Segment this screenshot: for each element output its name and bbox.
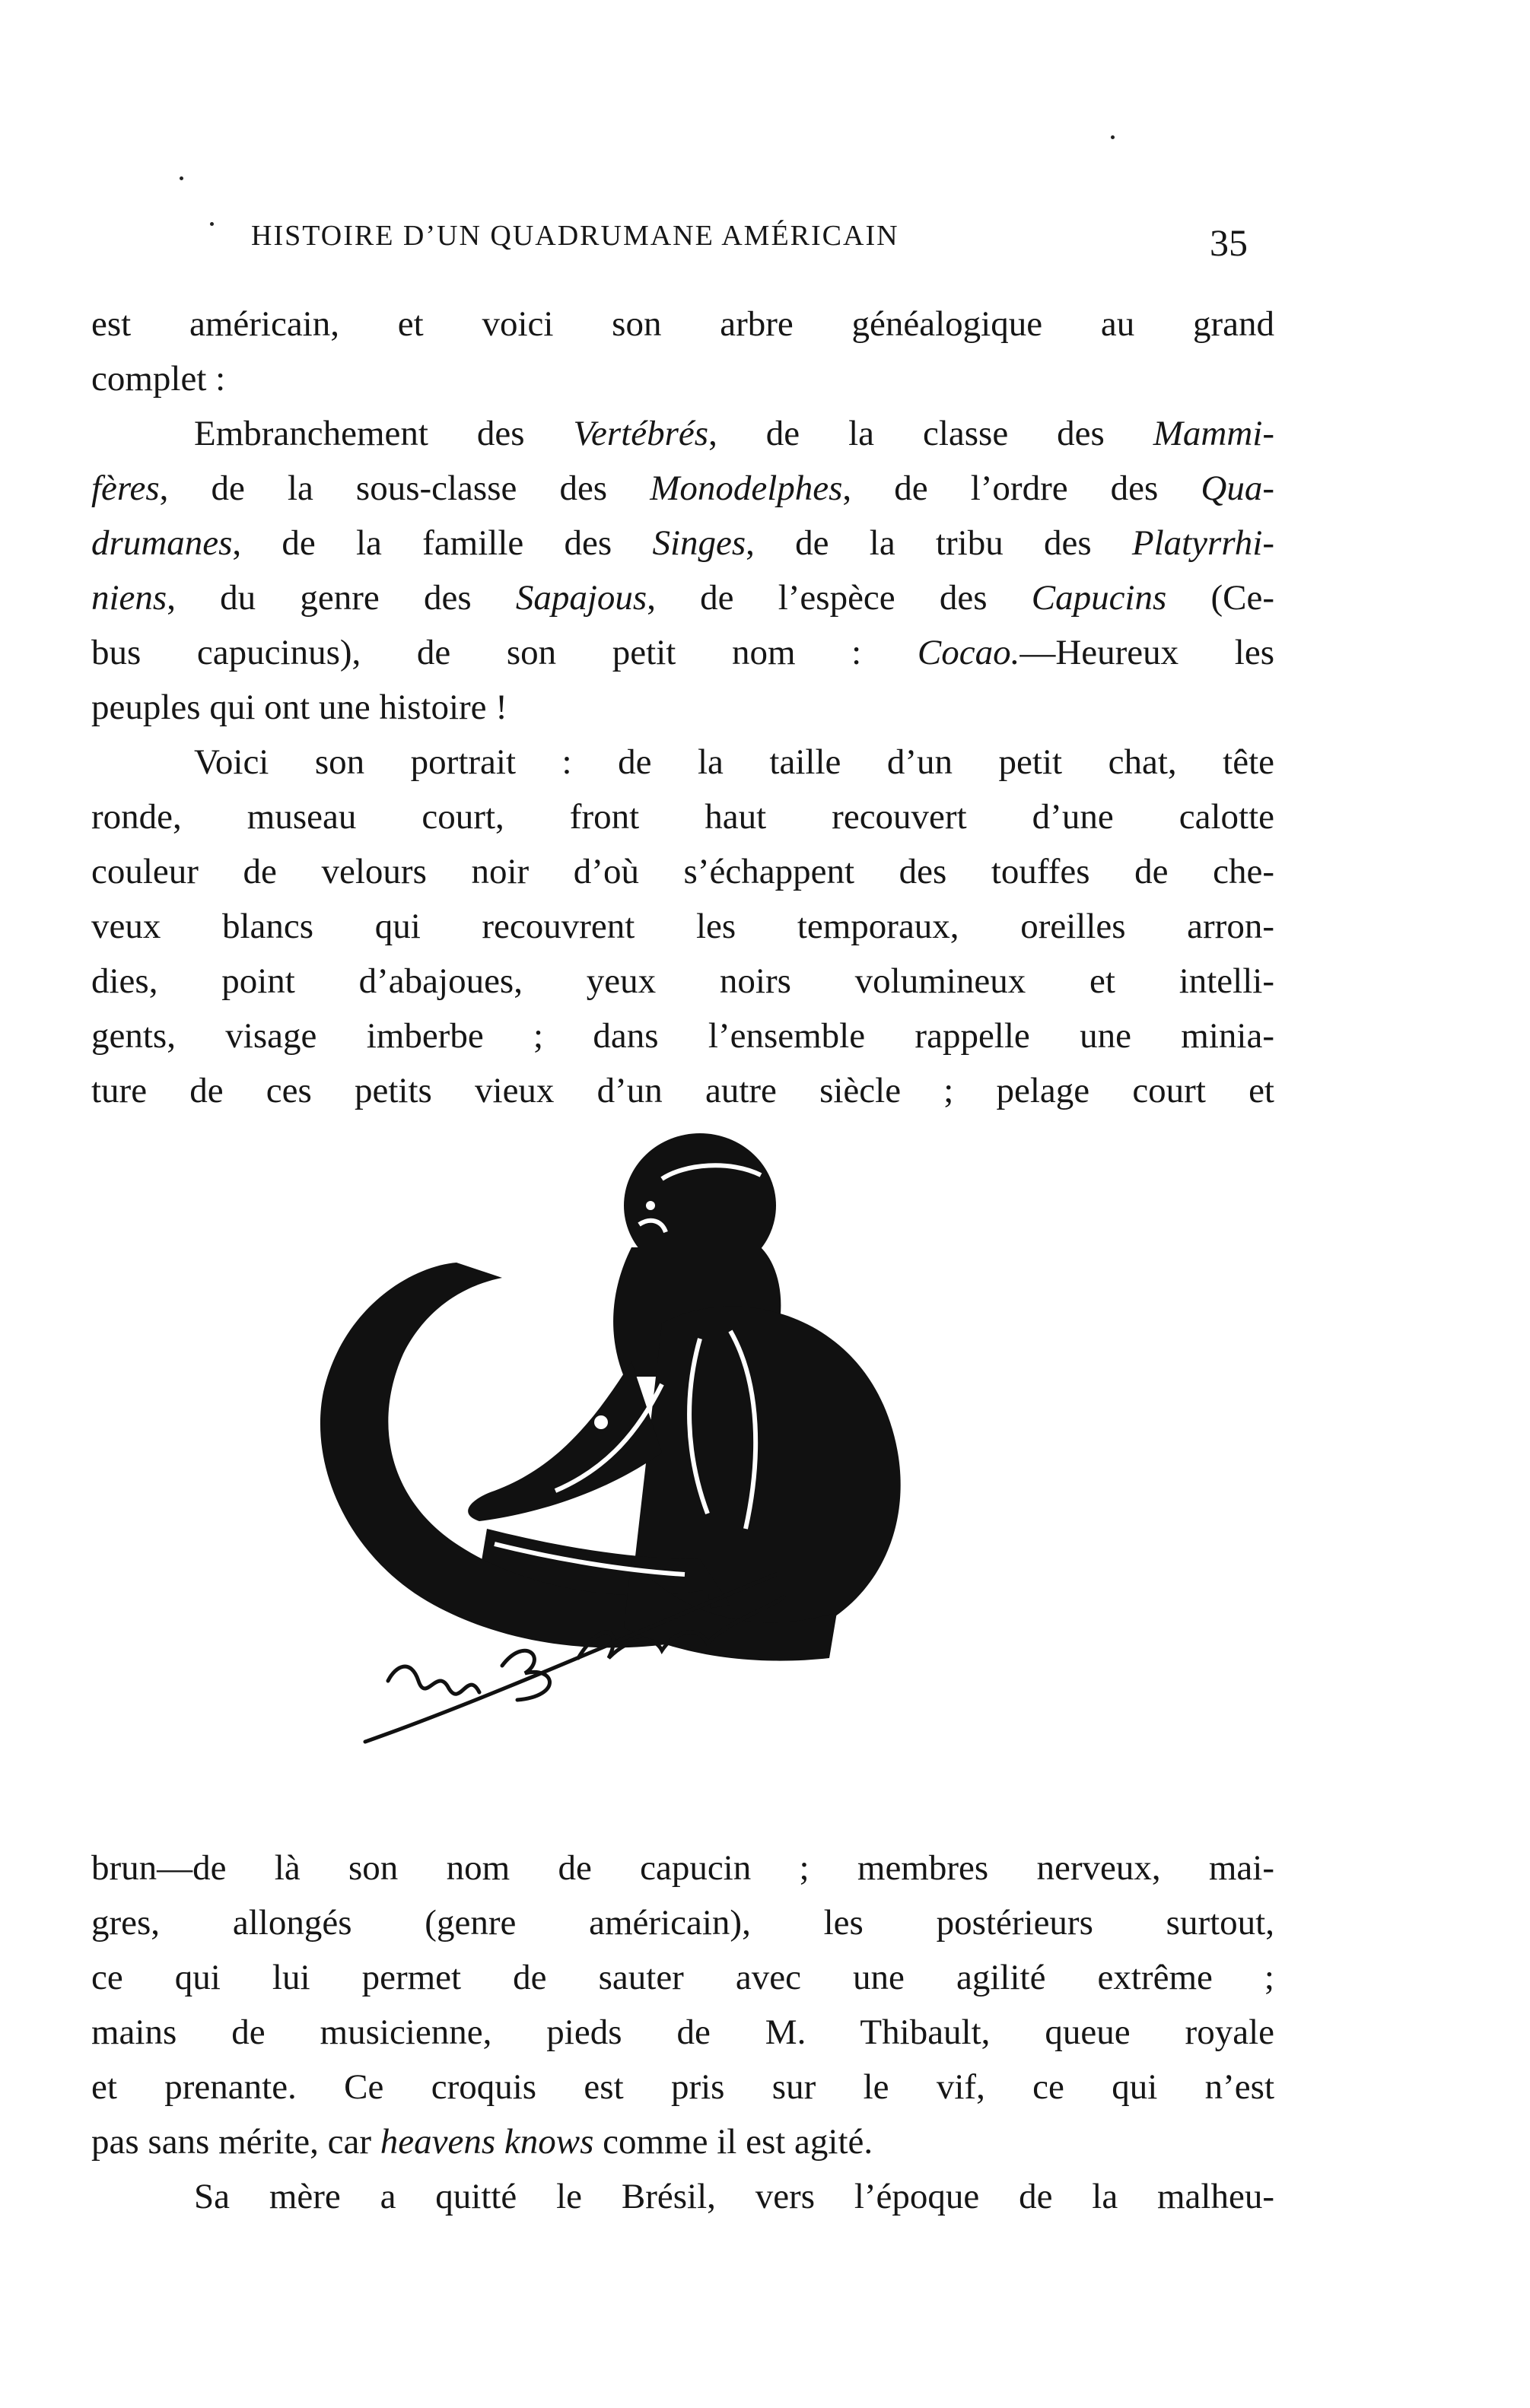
scan-speck xyxy=(210,222,214,226)
text-block-bottom xyxy=(91,1841,1274,2224)
text-line xyxy=(91,680,1274,735)
text-line: ce qui lui permet de sauter avec une agilité extrême ; xyxy=(91,1958,1274,1997)
text-line: brun—de là son nom de capucin ; membres nerveux, mai- xyxy=(91,1848,1274,1888)
text-line: et prenante. Ce croquis est pris sur le vif, ce qui n’est xyxy=(91,2067,1274,2107)
text-run: comme il est agité. xyxy=(593,2122,873,2162)
text-run: , de l’espèce des xyxy=(647,578,1032,618)
text-line xyxy=(91,461,1274,516)
italic-term: Platyrrhi- xyxy=(1131,523,1274,563)
text-line: ture de ces petits vieux d’un autre siècle ; pelage court et xyxy=(91,1071,1274,1110)
text-run: , de la tribu des xyxy=(746,523,1132,563)
text-run: Embranchement des xyxy=(194,414,574,453)
text-run: , de la classe des xyxy=(708,414,1153,453)
text-line: gres, allongés (genre américain), les postérieurs surtout, xyxy=(91,1903,1274,1943)
text-run: , de la sous-classe des xyxy=(159,469,650,508)
text-run: —Heureux les xyxy=(1019,633,1274,672)
italic-term: Cocao. xyxy=(917,633,1020,672)
monkey-silhouette xyxy=(320,1133,901,1661)
italic-term: heavens knows xyxy=(380,2122,594,2162)
text-run: , de la famille des xyxy=(232,523,653,563)
text-run: pas sans mérite, car xyxy=(91,2122,380,2162)
text-run: , du genre des xyxy=(167,578,516,618)
page-number: 35 xyxy=(1210,221,1248,264)
italic-term: Capucins xyxy=(1031,578,1167,618)
text-run: peuples qui ont une histoire ! xyxy=(91,688,507,727)
text-line: Voici son portrait : de la taille d’un petit chat, tête xyxy=(194,742,1274,782)
text-line: Sa mère a quitté le Brésil, vers l’époque de la malheu- xyxy=(194,2177,1274,2216)
text-line: veux blancs qui recouvrent les temporaux, oreilles arron- xyxy=(91,907,1274,946)
text-line: mains de musicienne, pieds de M. Thibault, queue royale xyxy=(91,2012,1274,2052)
italic-term: Qua- xyxy=(1201,469,1274,508)
italic-term: Mammi- xyxy=(1153,414,1274,453)
text-line: complet : xyxy=(91,359,226,399)
running-title: HISTOIRE D’UN QUADRUMANE AMÉRICAIN xyxy=(251,220,899,252)
text-line xyxy=(91,625,1274,680)
text-line: ronde, museau court, front haut recouvert d’une calotte xyxy=(91,797,1274,837)
text-block-top xyxy=(91,297,1274,1118)
monkey-woodcut-image xyxy=(304,1133,1126,1818)
text-run: bus capucinus), de son petit nom : xyxy=(91,633,918,672)
italic-term: fères xyxy=(91,469,160,508)
text-line: est américain, et voici son arbre généalogique au grand xyxy=(91,304,1274,344)
text-run: (Ce- xyxy=(1166,578,1274,618)
italic-term: drumanes xyxy=(91,523,233,563)
italic-term: Sapajous xyxy=(515,578,647,618)
text-line xyxy=(91,516,1274,570)
text-line xyxy=(91,406,1274,461)
text-line xyxy=(91,2114,1274,2169)
text-line: dies, point d’abajoues, yeux noirs volumineux et intelli- xyxy=(91,961,1274,1001)
italic-term: niens xyxy=(91,578,167,618)
text-run: , de l’ordre des xyxy=(842,469,1201,508)
scan-speck xyxy=(180,176,183,180)
text-line: gents, visage imberbe ; dans l’ensemble rappelle une minia- xyxy=(91,1016,1274,1056)
text-line xyxy=(91,570,1274,625)
italic-term: Monodelphes xyxy=(650,469,843,508)
scan-speck xyxy=(1111,135,1115,139)
italic-term: Vertébrés xyxy=(573,414,709,453)
capuchin-monkey-illustration xyxy=(304,1133,1126,1818)
italic-term: Singes xyxy=(652,523,746,563)
text-line: couleur de velours noir d’où s’échappent des touffes de che- xyxy=(91,852,1274,891)
